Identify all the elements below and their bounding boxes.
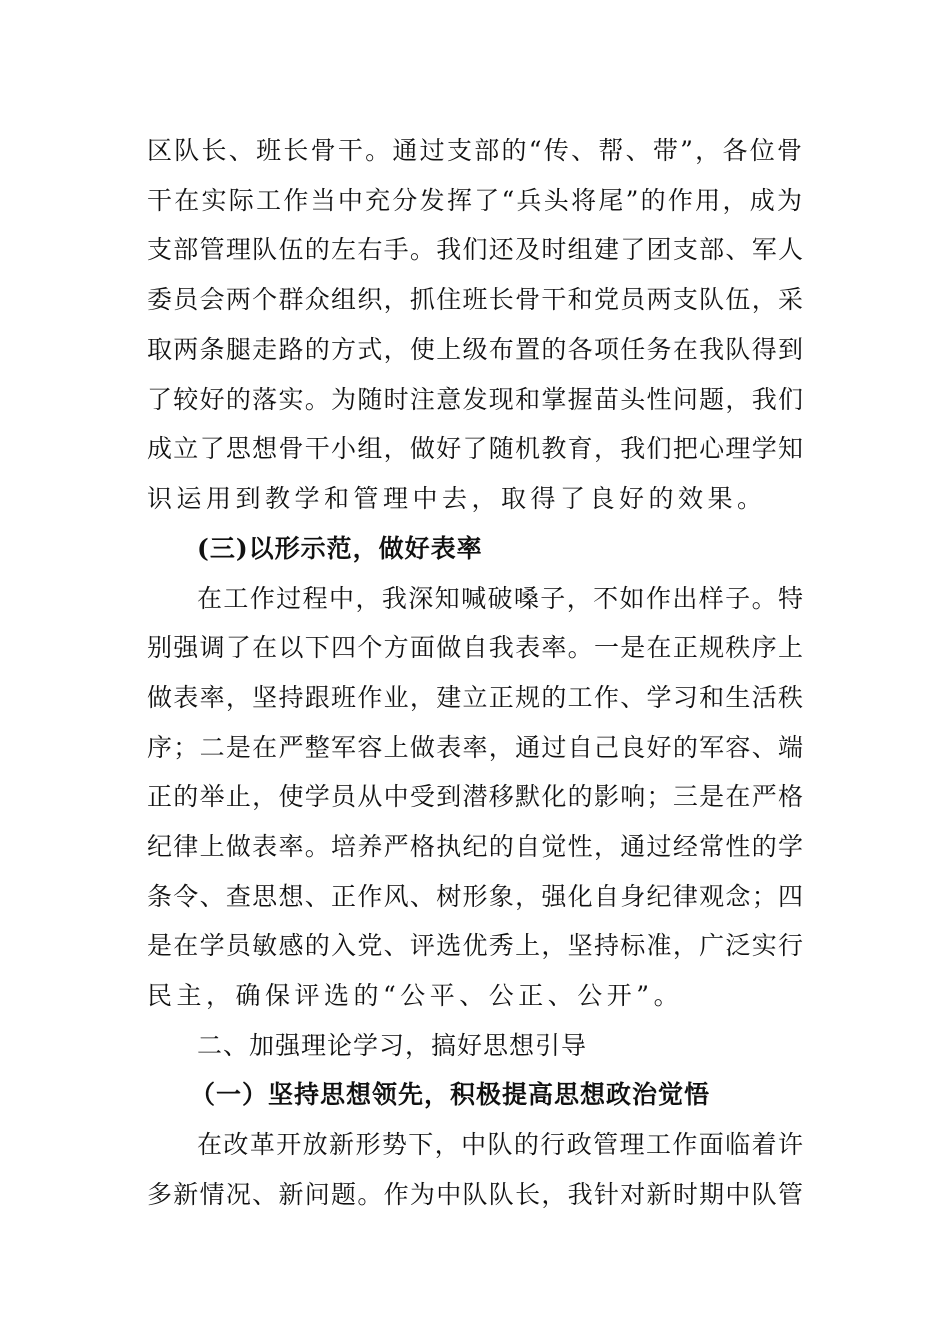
paragraph-line: 做表率，坚持跟班作业，建立正规的工作、学习和生活秩 xyxy=(147,683,804,712)
paragraph-line: 取两条腿走路的方式，使上级布置的各项任务在我队得到 xyxy=(147,335,804,364)
paragraph-line: 正的举止，使学员从中受到潜移默化的影响；三是在严格 xyxy=(147,782,804,811)
paragraph-line: 在工作过程中，我深知喊破嗓子，不如作出样子。特 xyxy=(197,584,804,613)
paragraph-line: 条令、查思想、正作风、树形象，强化自身纪律观念；四 xyxy=(147,882,804,911)
paragraph-line: 别强调了在以下四个方面做自我表率。一是在正规秩序上 xyxy=(147,633,804,662)
paragraph-line: 识运用到教学和管理中去，取得了良好的效果。 xyxy=(147,484,767,513)
paragraph-line: 支部管理队伍的左右手。我们还及时组建了团支部、军人 xyxy=(147,235,804,264)
section-heading: （一）坚持思想领先，积极提高思想政治觉悟 xyxy=(190,1080,711,1109)
paragraph-line: 了较好的落实。为随时注意发现和掌握苗头性问题，我们 xyxy=(147,385,804,414)
paragraph-line: 在改革开放新形势下，中队的行政管理工作面临着许 xyxy=(197,1130,804,1159)
paragraph-line: 委员会两个群众组织，抓住班长骨干和党员两支队伍，采 xyxy=(147,285,804,314)
paragraph-line: 民主，确保评选的“公平、公正、公开”。 xyxy=(147,981,684,1010)
paragraph-line: 区队长、班长骨干。通过支部的“传、帮、带”，各位骨 xyxy=(147,136,804,165)
paragraph-line: 纪律上做表率。培养严格执纪的自觉性，通过经常性的学 xyxy=(147,832,804,861)
paragraph-line: 序；二是在严整军容上做表率，通过自己良好的军容、端 xyxy=(147,733,804,762)
paragraph-line: 多新情况、新问题。作为中队队长，我针对新时期中队管 xyxy=(147,1180,804,1209)
paragraph-line: 干在实际工作当中充分发挥了“兵头将尾”的作用，成为 xyxy=(147,186,804,215)
paragraph-line: 是在学员敏感的入党、评选优秀上，坚持标准，广泛实行 xyxy=(147,931,804,960)
chapter-heading: 二、加强理论学习，搞好思想引导 xyxy=(197,1031,588,1060)
section-heading: (三)以形示范，做好表率 xyxy=(197,534,483,563)
paragraph-line: 成立了思想骨干小组，做好了随机教育，我们把心理学知 xyxy=(147,434,804,463)
